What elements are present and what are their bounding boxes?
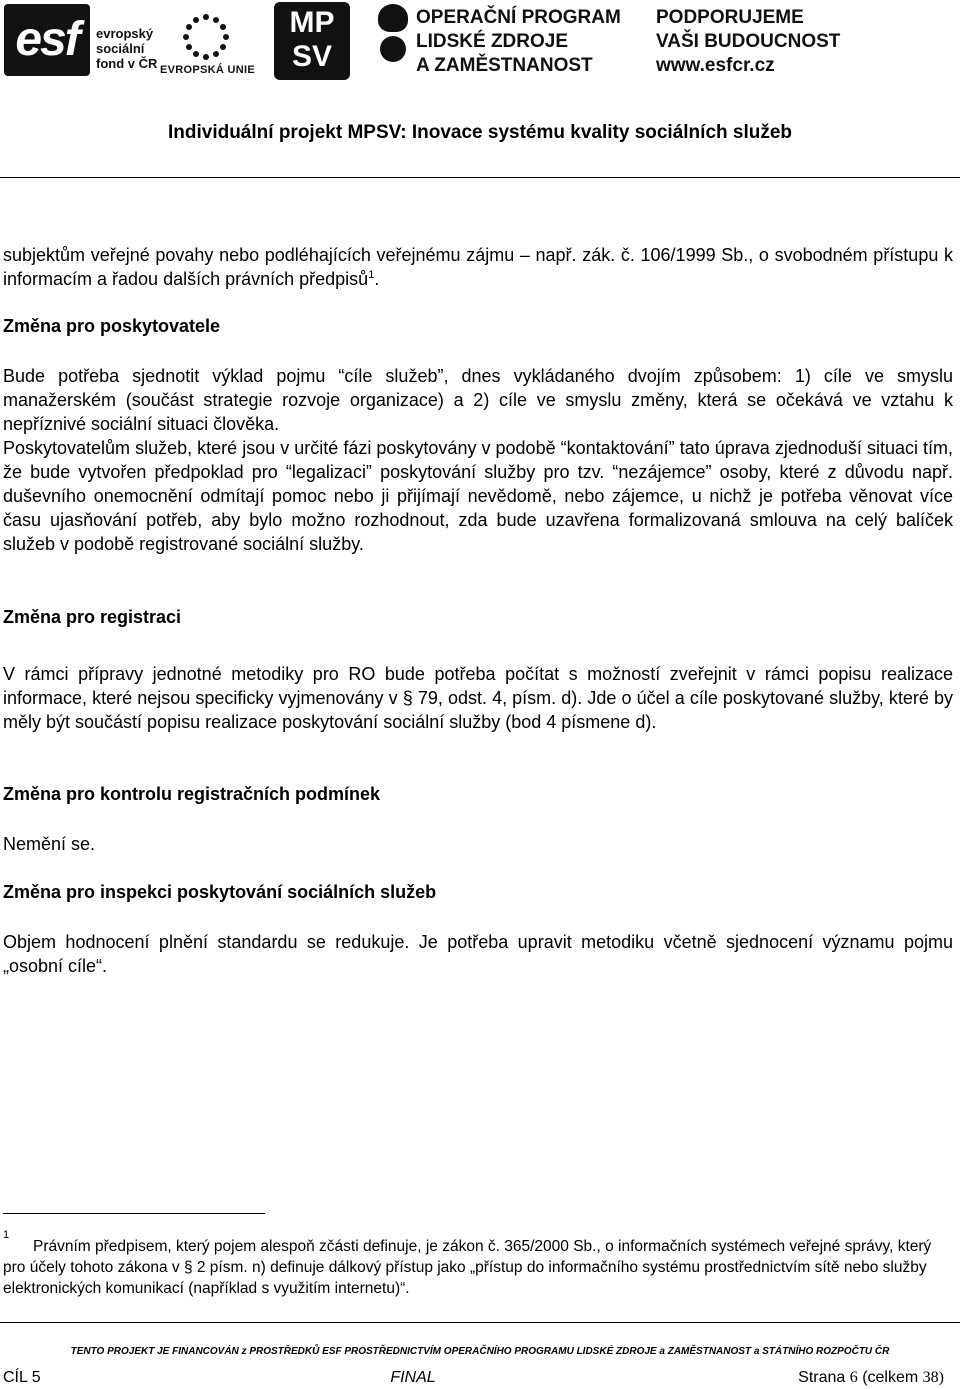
registration-paragraph: V rámci přípravy jednotné metodiky pro RO bude potřeba počítat s možností zveřejnit v rámci popisu realizace informace, které nejsou specificky vyjmenovány v § 79, odst. 4, písm. d). Jde o účel a cíle poskytované služby, které by měly být součástí popisu realizace poskytování sociální služby (bod 4 písmene d). — [3, 664, 953, 732]
provider-paragraph-2: Poskytovatelům služeb, které jsou v určité fázi poskytovány v podobě “kontaktování” tato úprava zjednoduší situaci tím, že bude vytvořen předpoklad pro “legalizaci” poskytování služby pro tzv. “nezájemce” osoby, které z důvodu např. duševního onemocnění odmítají pomoc nebo ji přijímají nevědomě, nebo zájemce, u nichž je potřeba věnovat více času ujasňování potřeb, aby bylo možno rozhodnout, zda bude uzavřena formalizovaná smlouva na celý balíček služeb v podobě registrované sociální služby. — [3, 438, 953, 554]
project-title: Individuální projekt MPSV: Inovace systému kvality sociálních služeb — [167, 122, 793, 143]
support-slogan: PODPORUJEME VAŠI BUDOUCNOST www.esfcr.cz — [656, 7, 841, 76]
footnote-number: 1 — [3, 1229, 10, 1241]
op-logo-icon — [378, 4, 408, 32]
op-logo-icon-lower — [380, 36, 406, 62]
header-banner — [0, 0, 960, 86]
footnote-divider — [3, 1213, 265, 1214]
heading-registration: Změna pro registraci — [3, 607, 182, 627]
eu-logo-text: EVROPSKÁ UNIE — [160, 64, 255, 76]
heading-provider: Změna pro poskytovatele — [3, 316, 221, 336]
esf-logo-text: evropský sociální fond v ČR — [96, 26, 158, 71]
control-paragraph: Nemění se. — [3, 834, 96, 854]
op-logo-text: OPERAČNÍ PROGRAM LIDSKÉ ZDROJE A ZAMĚSTNANOST — [416, 7, 621, 76]
inspection-paragraph: Objem hodnocení plnění standardu se redukuje. Je potřeba upravit metodiku včetně sjednocení významu pojmu „osobní cíle“. — [3, 932, 953, 976]
funding-note: TENTO PROJEKT JE FINANCOVÁN z PROSTŘEDKŮ ESF PROSTŘEDNICTVÍM OPERAČNÍHO PROGRAMU LIDSKÉ ZDROJE a ZAMĚSTNANOST a STÁTNÍHO ROZPOČTU ČR — [70, 1346, 890, 1357]
provider-paragraph-1: Bude potřeba sjednotit výklad pojmu “cíle služeb”, dnes vykládaného dvojím způsobem: 1) cíle ve smyslu manažerském (součást strategie rozvoje organizace) a 2) cíle ve smyslu změny, která se očekává ve vztahu k nepříznivé sociální situaci člověka. — [3, 366, 953, 434]
mpsv-logo: MP SV — [274, 2, 350, 80]
heading-inspection: Změna pro inspekci poskytování sociálních služeb — [3, 882, 437, 902]
footer-goal: CÍL 5 — [3, 1369, 41, 1386]
footnote-ref: 1 — [368, 269, 375, 281]
heading-control: Změna pro kontrolu registračních podmínek — [3, 784, 381, 804]
page-number: Strana 6 (celkem 38) — [798, 1369, 944, 1386]
footnote-text: Právním předpisem, který pojem alespoň zčásti definuje, je zákon č. 365/2000 Sb., o informačních systémech veřejné správy, který pro účely tohoto zákona v § 2 písm. n) definuje dálkový přístup jako „přístup do informačního systému prostřednictvím sítě nebo služby elektronických komunikací (například s využitím internetu)“. — [3, 1238, 932, 1297]
esf-logo: esf — [4, 4, 90, 76]
footer-status: FINAL — [390, 1369, 436, 1386]
footer-divider — [0, 1322, 960, 1323]
header-divider — [0, 177, 960, 178]
intro-paragraph: subjektům veřejné povahy nebo podléhajících veřejnému zájmu – např. zák. č. 106/1999 Sb., o svobodném přístupu k informacím a řadou dalších právních předpisů$^1$. — [3, 245, 953, 289]
